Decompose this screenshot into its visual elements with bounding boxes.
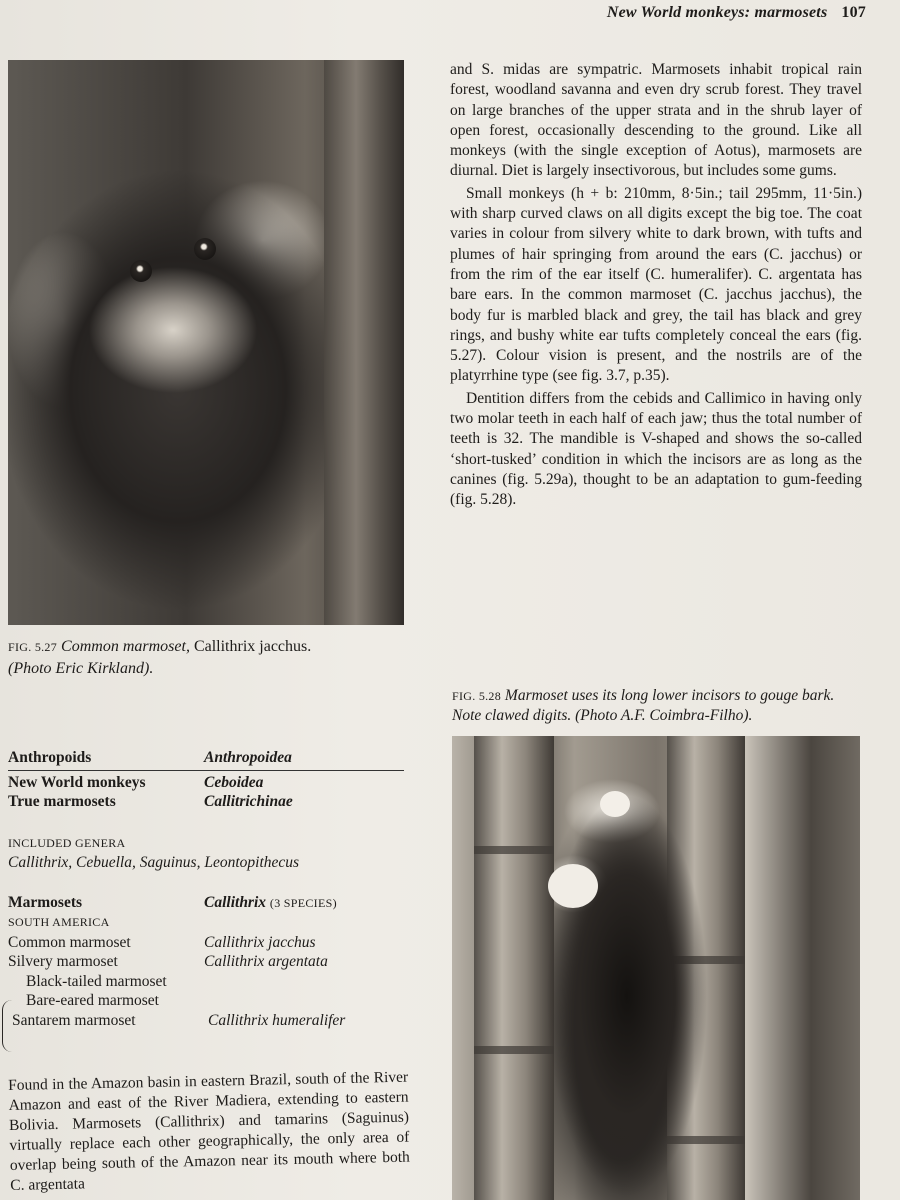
photo-eye-left [130, 260, 152, 282]
rank-latin: Callitrichinae [204, 793, 293, 810]
rank-latin: Ceboidea [204, 773, 264, 791]
included-genera-list: Callithrix, Cebuella, Saguinus, Leontopithecus [8, 854, 300, 871]
fig-credit: (Photo Eric Kirkland). [8, 660, 154, 677]
species-row [8, 933, 404, 953]
running-head [607, 4, 866, 22]
photo-marmoset-body [547, 786, 717, 1200]
running-head-title: New World monkeys: marmosets [606, 4, 828, 21]
paragraph-dentition: Dentition differs from the cebids and Callimico in having only two molar teeth in each half of each jaw; thus the total number of teeth is 32. The mandible is V-shaped and shows the so-called ‘short-tusked’ condition in which the incisors are as long as the canines (fig. 5.29a), thought to be an adaptation to gum-feeding (fig. 5.28). [450, 389, 862, 509]
marmoset-portrait-photo [8, 60, 404, 625]
species-row [8, 1011, 404, 1031]
paragraph-habitat: and S. midas are sympatric. Marmosets inhabit tropical rain forest, woodland savanna and even dry scrub forest. They travel on large branches of the upper strata and in the shrub layer of open forest, occasionally descending to the ground. Like all monkeys (with the single exception of Aotus), marmosets are diurnal. Diet is largely insectivorous, but includes some gums. [450, 61, 862, 180]
classification-row [8, 773, 404, 793]
photo-ear-tuft [600, 791, 630, 817]
genus-row [8, 893, 404, 914]
photo-ear-tuft [548, 864, 598, 908]
classification-header [8, 748, 404, 771]
fig-caption-text: Marmoset uses its long lower incisors to gouge bark. Note clawed digits. (Photo A.F. Coimbra-Filho). [452, 687, 835, 724]
species-latin [222, 991, 404, 1011]
species-row [8, 991, 404, 1011]
region-label: SOUTH AMERICA [8, 915, 110, 929]
rank-common: New World monkeys [8, 773, 146, 791]
species-count: (3 SPECIES) [269, 895, 337, 910]
marmoset-gouging-bark-photo [452, 736, 860, 1200]
species-latin: Callithrix humeralifer [208, 1011, 346, 1029]
photo-tree-bark [324, 60, 404, 625]
genus-common: Marmosets [8, 893, 83, 911]
rank-common: True marmosets [8, 793, 116, 810]
fig-common-name: Common marmoset, [61, 638, 190, 655]
species-latin: Callithrix jacchus [204, 933, 316, 951]
rank-common: Anthropoids [8, 749, 92, 766]
genus-latin: Callithrix [204, 893, 267, 911]
photo-eye-right [194, 238, 216, 260]
classification-row [8, 792, 404, 812]
left-column-text [8, 1068, 410, 1196]
species-latin: Callithrix argentata [204, 953, 328, 970]
handwritten-bracket-mark [2, 1000, 19, 1052]
photo-bamboo-node [474, 1046, 554, 1054]
photo-bamboo-pole [474, 736, 554, 1200]
fig-number: FIG. 5.27 [8, 640, 58, 654]
paragraph-distribution: Found in the Amazon basin in eastern Brazil, south of the River Amazon and east of the River Madiera, extending to eastern Bolivia. Marmosets (Callithrix) and tamarins (Saguinus) virtually replace each other geographically, the only area of overlap being south of the Amazon near its mouth where both C. argentata [8, 1068, 410, 1194]
figure-5-27-caption [8, 636, 408, 679]
photo-bamboo-node [474, 846, 554, 854]
classification-box [8, 748, 404, 1030]
species-common: Common marmoset [8, 933, 131, 951]
right-column-text [450, 60, 862, 511]
species-common: Santarem marmoset [12, 1011, 136, 1029]
species-row [8, 972, 404, 992]
included-genera-label: INCLUDED GENERA [8, 835, 126, 850]
species-row [8, 952, 404, 972]
rank-latin: Anthropoidea [204, 749, 292, 766]
species-common: Bare-eared marmoset [26, 992, 159, 1009]
species-common: Silvery marmoset [8, 953, 118, 970]
figure-5-28-caption [452, 686, 862, 726]
page-number: 107 [841, 4, 866, 21]
species-common: Black-tailed marmoset [26, 972, 167, 990]
species-latin [222, 972, 404, 992]
fig-number: FIG. 5.28 [452, 689, 502, 703]
paragraph-description: Small monkeys (h + b: 210mm, 8·5in.; tail 295mm, 11·5in.) with sharp curved claws on all digits except the big toe. The coat varies in colour from silvery white to dark brown, with tufts and plumes of hair springing from around the ears (C. jacchus) or from the rim of the ear itself (C. humeralifer). C. argentata has bare ears. In the common marmoset (C. jacchus jacchus), the body fur is marbled black and grey, the tail has black and grey rings, and bushy white ear tufts completely conceal the ears (fig. 5.27). Colour vision is present, and the nostrils are of the platyrrhine type (see fig. 3.7, p.35). [450, 184, 862, 385]
fig-species-name: Callithrix jacchus. [193, 638, 312, 655]
